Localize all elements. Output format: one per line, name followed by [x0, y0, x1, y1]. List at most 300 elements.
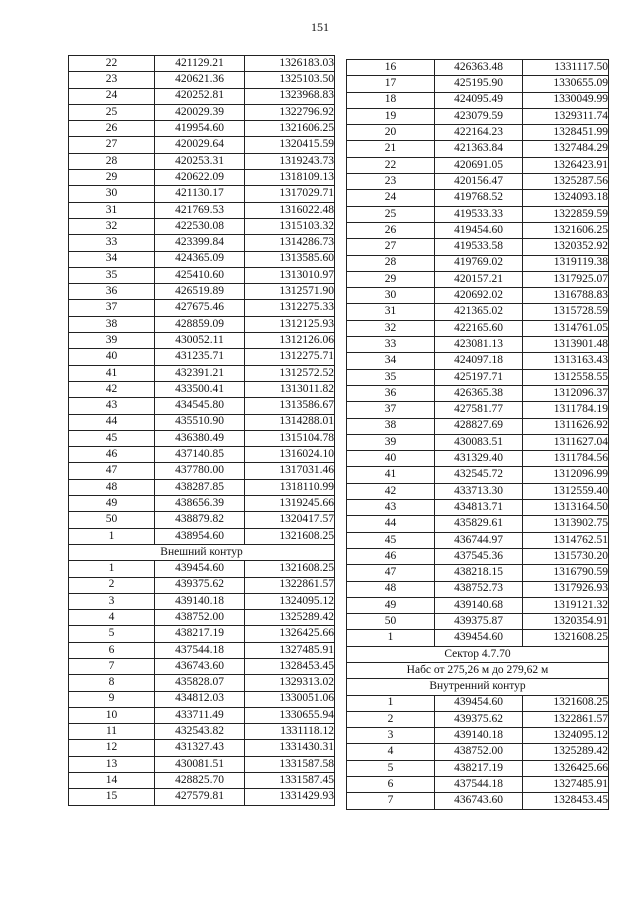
point-number: 10: [69, 707, 155, 723]
point-number: 37: [347, 402, 435, 418]
table-row: [347, 565, 609, 581]
y-coordinate: 1320415.59: [245, 137, 335, 153]
x-coordinate: 426363.48: [435, 60, 523, 76]
x-coordinate: 421365.02: [435, 304, 523, 320]
point-number: 26: [347, 222, 435, 238]
x-coordinate: 422164.23: [435, 125, 523, 141]
table-row: [69, 137, 335, 153]
point-number: 12: [69, 740, 155, 756]
y-coordinate: 1320352.92: [523, 239, 609, 255]
y-coordinate: 1316788.83: [523, 288, 609, 304]
table-row: [69, 316, 335, 332]
x-coordinate: 439140.68: [435, 597, 523, 613]
point-number: 45: [69, 430, 155, 446]
y-coordinate: 1317925.07: [523, 271, 609, 287]
x-coordinate: 431327.43: [155, 740, 245, 756]
y-coordinate: 1326423.91: [523, 157, 609, 173]
table-row: [347, 92, 609, 108]
y-coordinate: 1324095.12: [523, 728, 609, 744]
x-coordinate: 423399.84: [155, 235, 245, 251]
x-coordinate: 419454.60: [435, 222, 523, 238]
y-coordinate: 1315104.78: [245, 430, 335, 446]
x-coordinate: 427579.81: [155, 789, 245, 805]
table-row: [69, 642, 335, 658]
outer-contour-header: Внешний контур: [69, 544, 335, 560]
point-number: 21: [347, 141, 435, 157]
point-number: 18: [347, 92, 435, 108]
point-number: 46: [69, 447, 155, 463]
table-row: [347, 369, 609, 385]
x-coordinate: 437780.00: [155, 463, 245, 479]
x-coordinate: 437544.18: [435, 777, 523, 793]
x-coordinate: 420253.31: [155, 153, 245, 169]
y-coordinate: 1315728.59: [523, 304, 609, 320]
point-number: 49: [69, 496, 155, 512]
y-coordinate: 1323968.83: [245, 88, 335, 104]
x-coordinate: 432391.21: [155, 365, 245, 381]
point-number: 34: [347, 353, 435, 369]
x-coordinate: 420029.64: [155, 137, 245, 153]
y-coordinate: 1316022.48: [245, 202, 335, 218]
y-coordinate: 1318110.99: [245, 479, 335, 495]
y-coordinate: 1319119.38: [523, 255, 609, 271]
y-coordinate: 1331430.31: [245, 740, 335, 756]
x-coordinate: 430083.51: [435, 434, 523, 450]
y-coordinate: 1326425.66: [245, 626, 335, 642]
point-number: 40: [347, 451, 435, 467]
x-coordinate: 421129.21: [155, 56, 245, 72]
point-number: 23: [347, 174, 435, 190]
x-coordinate: 438218.15: [435, 565, 523, 581]
point-number: 4: [69, 610, 155, 626]
y-coordinate: 1313902.75: [523, 516, 609, 532]
y-coordinate: 1319245.66: [245, 496, 335, 512]
table-row: [347, 500, 609, 516]
point-number: 36: [69, 284, 155, 300]
y-coordinate: 1328453.45: [245, 658, 335, 674]
table-row: [347, 793, 609, 809]
y-coordinate: 1324093.18: [523, 190, 609, 206]
point-number: 11: [69, 724, 155, 740]
y-coordinate: 1320417.57: [245, 512, 335, 528]
x-coordinate: 439375.62: [155, 577, 245, 593]
point-number: 22: [347, 157, 435, 173]
point-number: 40: [69, 349, 155, 365]
point-number: 36: [347, 385, 435, 401]
table-row: [69, 218, 335, 234]
point-number: 1: [347, 695, 435, 711]
x-coordinate: 420622.09: [155, 170, 245, 186]
table-row: [347, 451, 609, 467]
y-coordinate: 1314286.73: [245, 235, 335, 251]
table-row: [69, 691, 335, 707]
x-coordinate: 419954.60: [155, 121, 245, 137]
table-row: [347, 255, 609, 271]
y-coordinate: 1319121.32: [523, 597, 609, 613]
table-row: [347, 467, 609, 483]
x-coordinate: 433711.49: [155, 707, 245, 723]
table-row: [347, 777, 609, 793]
table-row: [347, 239, 609, 255]
y-coordinate: 1330051.06: [245, 691, 335, 707]
table-row: [69, 104, 335, 120]
y-coordinate: 1311784.19: [523, 402, 609, 418]
y-coordinate: 1312559.40: [523, 483, 609, 499]
y-coordinate: 1312096.99: [523, 467, 609, 483]
table-row: [69, 756, 335, 772]
x-coordinate: 420029.39: [155, 104, 245, 120]
point-number: 9: [69, 691, 155, 707]
y-coordinate: 1321606.25: [245, 121, 335, 137]
x-coordinate: 428859.09: [155, 316, 245, 332]
x-coordinate: 422530.08: [155, 218, 245, 234]
point-number: 13: [69, 756, 155, 772]
table-row: [69, 447, 335, 463]
table-row: [69, 561, 335, 577]
table-row: [347, 516, 609, 532]
x-coordinate: 420156.47: [435, 174, 523, 190]
x-coordinate: 432543.82: [155, 724, 245, 740]
x-coordinate: 436380.49: [155, 430, 245, 446]
point-number: 42: [347, 483, 435, 499]
x-coordinate: 424365.09: [155, 251, 245, 267]
table-row: [69, 284, 335, 300]
table-row: [69, 72, 335, 88]
table-row: [347, 60, 609, 76]
y-coordinate: 1318109.13: [245, 170, 335, 186]
table-row: [69, 349, 335, 365]
point-number: 7: [347, 793, 435, 809]
y-coordinate: 1311784.56: [523, 451, 609, 467]
point-number: 48: [69, 479, 155, 495]
table-row: [347, 108, 609, 124]
point-number: 26: [69, 121, 155, 137]
y-coordinate: 1326425.66: [523, 760, 609, 776]
y-coordinate: 1317029.71: [245, 186, 335, 202]
x-coordinate: 439140.18: [435, 728, 523, 744]
x-coordinate: 421769.53: [155, 202, 245, 218]
table-row: [69, 202, 335, 218]
point-number: 23: [69, 72, 155, 88]
x-coordinate: 439454.60: [155, 561, 245, 577]
y-coordinate: 1330655.09: [523, 76, 609, 92]
y-coordinate: 1312125.93: [245, 316, 335, 332]
x-coordinate: 419533.58: [435, 239, 523, 255]
table-row: [347, 174, 609, 190]
sector-title-row: [347, 646, 609, 662]
table-row: [347, 744, 609, 760]
table-row: [69, 479, 335, 495]
point-number: 1: [69, 561, 155, 577]
y-coordinate: 1321608.25: [523, 695, 609, 711]
table-row: [347, 532, 609, 548]
table-row: [347, 548, 609, 564]
table-row: [347, 418, 609, 434]
table-row: [69, 773, 335, 789]
y-coordinate: 1322859.59: [523, 206, 609, 222]
y-coordinate: 1330049.99: [523, 92, 609, 108]
table-row: [347, 353, 609, 369]
y-coordinate: 1314762.51: [523, 532, 609, 548]
x-coordinate: 435829.61: [435, 516, 523, 532]
y-coordinate: 1327484.29: [523, 141, 609, 157]
point-number: 19: [347, 108, 435, 124]
point-number: 38: [347, 418, 435, 434]
y-coordinate: 1313163.43: [523, 353, 609, 369]
table-row: [347, 402, 609, 418]
x-coordinate: 438954.60: [155, 528, 245, 544]
y-coordinate: 1322796.92: [245, 104, 335, 120]
point-number: 2: [69, 577, 155, 593]
x-coordinate: 435828.07: [155, 675, 245, 691]
point-number: 46: [347, 548, 435, 564]
inner-contour-header-row: [347, 679, 609, 695]
point-number: 34: [69, 251, 155, 267]
point-number: 25: [69, 104, 155, 120]
x-coordinate: 436743.60: [435, 793, 523, 809]
x-coordinate: 436744.97: [435, 532, 523, 548]
y-coordinate: 1326183.03: [245, 56, 335, 72]
page-number: 151: [311, 20, 329, 34]
point-number: 3: [347, 728, 435, 744]
x-coordinate: 435510.90: [155, 414, 245, 430]
x-coordinate: 424095.49: [435, 92, 523, 108]
point-number: 31: [347, 304, 435, 320]
x-coordinate: 425195.90: [435, 76, 523, 92]
x-coordinate: 423079.59: [435, 108, 523, 124]
point-number: 37: [69, 300, 155, 316]
table-row: [69, 528, 335, 544]
point-number: 29: [69, 170, 155, 186]
y-coordinate: 1331587.45: [245, 773, 335, 789]
x-coordinate: 438879.82: [155, 512, 245, 528]
x-coordinate: 434812.03: [155, 691, 245, 707]
table-row: [69, 381, 335, 397]
sector-title: Сектор 4.7.70: [347, 646, 609, 662]
point-number: 28: [69, 153, 155, 169]
table-row: [69, 333, 335, 349]
point-number: 50: [347, 614, 435, 630]
point-number: 27: [347, 239, 435, 255]
point-number: 49: [347, 597, 435, 613]
y-coordinate: 1312275.33: [245, 300, 335, 316]
x-coordinate: 420157.21: [435, 271, 523, 287]
y-coordinate: 1331587.58: [245, 756, 335, 772]
table-row: [69, 789, 335, 805]
y-coordinate: 1328451.99: [523, 125, 609, 141]
y-coordinate: 1317926.93: [523, 581, 609, 597]
x-coordinate: 438752.73: [435, 581, 523, 597]
table-row: [69, 577, 335, 593]
x-coordinate: 421363.84: [435, 141, 523, 157]
table-row: [69, 430, 335, 446]
x-coordinate: 419769.02: [435, 255, 523, 271]
x-coordinate: 437140.85: [155, 447, 245, 463]
y-coordinate: 1311627.04: [523, 434, 609, 450]
y-coordinate: 1325289.42: [523, 744, 609, 760]
x-coordinate: 424097.18: [435, 353, 523, 369]
y-coordinate: 1313585.60: [245, 251, 335, 267]
y-coordinate: 1312126.06: [245, 333, 335, 349]
table-row: [347, 597, 609, 613]
point-number: 16: [347, 60, 435, 76]
point-number: 35: [347, 369, 435, 385]
table-row: [347, 320, 609, 336]
x-coordinate: 439454.60: [435, 630, 523, 646]
point-number: 41: [69, 365, 155, 381]
table-row: [69, 88, 335, 104]
point-number: 28: [347, 255, 435, 271]
y-coordinate: 1319243.73: [245, 153, 335, 169]
table-row: [347, 206, 609, 222]
point-number: 6: [347, 777, 435, 793]
x-coordinate: 430052.11: [155, 333, 245, 349]
x-coordinate: 420252.81: [155, 88, 245, 104]
point-number: 48: [347, 581, 435, 597]
point-number: 33: [347, 337, 435, 353]
y-coordinate: 1327485.91: [523, 777, 609, 793]
point-number: 44: [69, 414, 155, 430]
y-coordinate: 1322861.57: [245, 577, 335, 593]
outer-contour-header-row: [69, 544, 335, 560]
y-coordinate: 1330655.94: [245, 707, 335, 723]
x-coordinate: 427675.46: [155, 300, 245, 316]
table-row: [69, 235, 335, 251]
y-coordinate: 1313901.48: [523, 337, 609, 353]
table-row: [69, 496, 335, 512]
y-coordinate: 1316790.59: [523, 565, 609, 581]
point-number: 27: [69, 137, 155, 153]
x-coordinate: 428827.69: [435, 418, 523, 434]
x-coordinate: 433713.30: [435, 483, 523, 499]
table-row: [347, 157, 609, 173]
x-coordinate: 431329.40: [435, 451, 523, 467]
y-coordinate: 1331117.50: [523, 60, 609, 76]
table-row: [69, 300, 335, 316]
point-number: 33: [69, 235, 155, 251]
table-row: [69, 267, 335, 283]
table-row: [347, 695, 609, 711]
point-number: 6: [69, 642, 155, 658]
x-coordinate: 420621.36: [155, 72, 245, 88]
y-coordinate: 1312096.37: [523, 385, 609, 401]
x-coordinate: 437545.36: [435, 548, 523, 564]
point-number: 5: [347, 760, 435, 776]
point-number: 17: [347, 76, 435, 92]
table-row: [347, 385, 609, 401]
y-coordinate: 1320354.91: [523, 614, 609, 630]
x-coordinate: 430081.51: [155, 756, 245, 772]
table-row: [347, 76, 609, 92]
y-coordinate: 1317031.46: [245, 463, 335, 479]
y-coordinate: 1312571.90: [245, 284, 335, 300]
table-row: [69, 740, 335, 756]
table-row: [347, 271, 609, 287]
x-coordinate: 438752.00: [435, 744, 523, 760]
table-row: [347, 483, 609, 499]
point-number: 47: [347, 565, 435, 581]
table-row: [69, 251, 335, 267]
point-number: 1: [347, 630, 435, 646]
x-coordinate: 439140.18: [155, 593, 245, 609]
y-coordinate: 1325289.42: [245, 610, 335, 626]
table-row: [347, 728, 609, 744]
x-coordinate: 419768.52: [435, 190, 523, 206]
point-number: 20: [347, 125, 435, 141]
left-coordinates-table: [68, 55, 335, 806]
x-coordinate: 438217.19: [435, 760, 523, 776]
point-number: 5: [69, 626, 155, 642]
table-row: [69, 658, 335, 674]
x-coordinate: 426365.38: [435, 385, 523, 401]
table-row: [69, 365, 335, 381]
x-coordinate: 426519.89: [155, 284, 245, 300]
table-row: [347, 630, 609, 646]
x-coordinate: 425197.71: [435, 369, 523, 385]
point-number: 4: [347, 744, 435, 760]
point-number: 47: [69, 463, 155, 479]
inner-contour-header: Внутренний контур: [347, 679, 609, 695]
table-row: [347, 141, 609, 157]
table-row: [347, 581, 609, 597]
table-row: [69, 398, 335, 414]
point-number: 44: [347, 516, 435, 532]
y-coordinate: 1327485.91: [245, 642, 335, 658]
y-coordinate: 1322861.57: [523, 711, 609, 727]
point-number: 1: [69, 528, 155, 544]
y-coordinate: 1313011.82: [245, 381, 335, 397]
x-coordinate: 437544.18: [155, 642, 245, 658]
x-coordinate: 434813.71: [435, 500, 523, 516]
point-number: 25: [347, 206, 435, 222]
y-coordinate: 1314288.01: [245, 414, 335, 430]
table-row: [69, 593, 335, 609]
right-coordinates-table: [346, 59, 609, 810]
sector-range-row: [347, 662, 609, 678]
point-number: 31: [69, 202, 155, 218]
point-number: 43: [347, 500, 435, 516]
table-row: [347, 711, 609, 727]
point-number: 2: [347, 711, 435, 727]
table-row: [69, 121, 335, 137]
y-coordinate: 1324095.12: [245, 593, 335, 609]
x-coordinate: 432545.72: [435, 467, 523, 483]
y-coordinate: 1312572.52: [245, 365, 335, 381]
y-coordinate: 1321608.25: [245, 561, 335, 577]
x-coordinate: 425410.60: [155, 267, 245, 283]
point-number: 45: [347, 532, 435, 548]
point-number: 39: [69, 333, 155, 349]
point-number: 24: [347, 190, 435, 206]
point-number: 29: [347, 271, 435, 287]
point-number: 24: [69, 88, 155, 104]
table-row: [347, 125, 609, 141]
x-coordinate: 439375.62: [435, 711, 523, 727]
point-number: 7: [69, 658, 155, 674]
sector-range: Набс от 275,26 м до 279,62 м: [347, 662, 609, 678]
point-number: 30: [69, 186, 155, 202]
x-coordinate: 423081.13: [435, 337, 523, 353]
point-number: 15: [69, 789, 155, 805]
point-number: 30: [347, 288, 435, 304]
y-coordinate: 1313164.50: [523, 500, 609, 516]
y-coordinate: 1315730.20: [523, 548, 609, 564]
table-row: [69, 512, 335, 528]
table-row: [69, 186, 335, 202]
y-coordinate: 1325103.50: [245, 72, 335, 88]
point-number: 43: [69, 398, 155, 414]
table-row: [347, 760, 609, 776]
